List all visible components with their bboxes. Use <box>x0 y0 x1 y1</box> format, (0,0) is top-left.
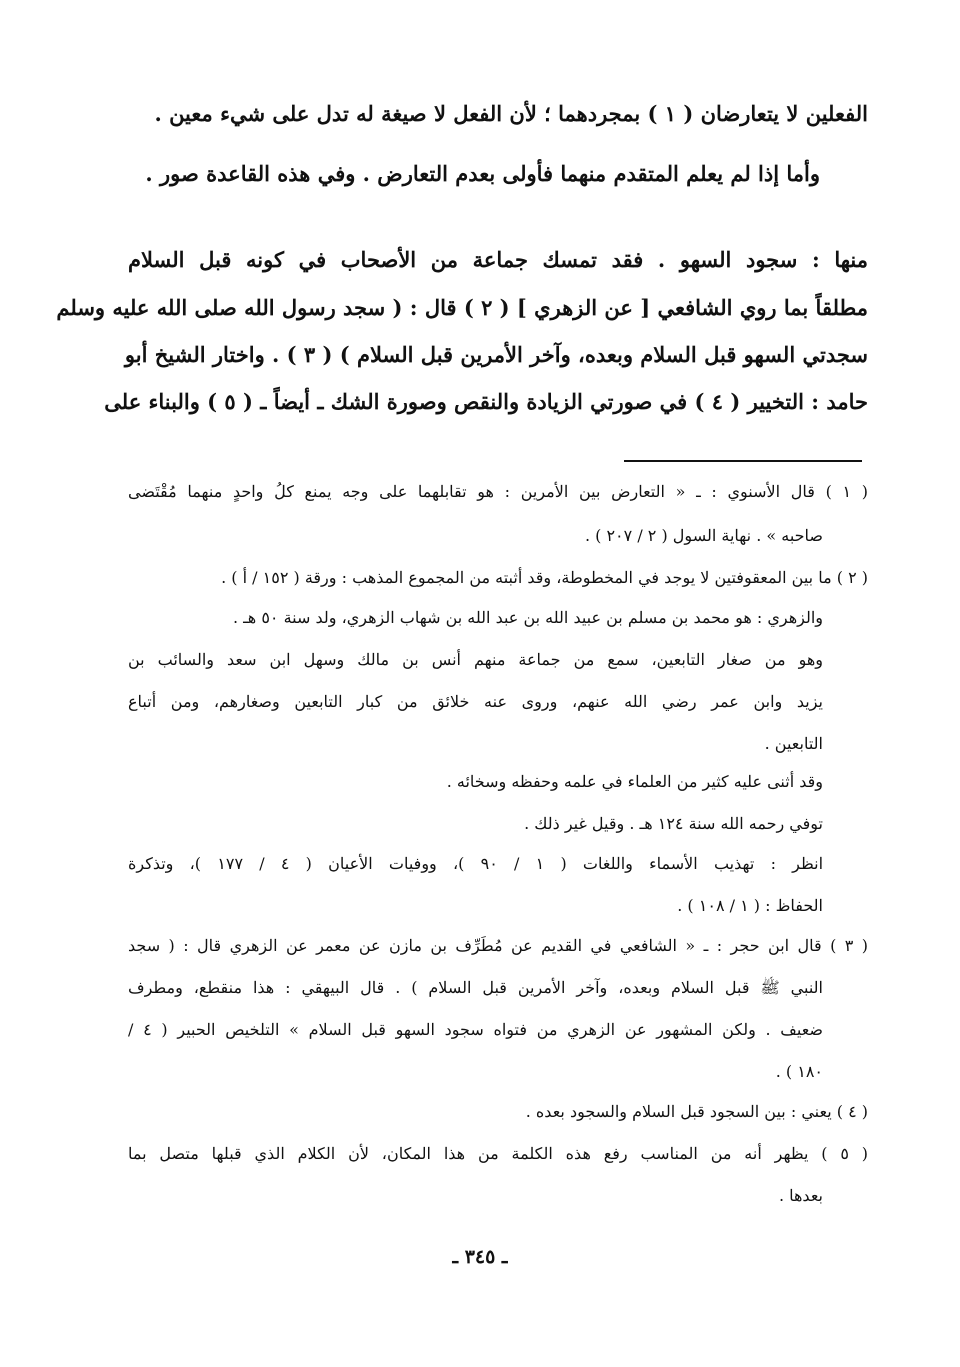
main-text-line: منها : سجود السهو . فقد تمسك جماعة من الأصحاب في كونه قبل السلام <box>128 247 868 272</box>
main-text-line: سجدتي السهو قبل السلام وبعده، وآخر الأمرين قبل السلام ) ( ٣ ) . واختار الشيخ أبو <box>124 342 868 367</box>
footnote-line: وقد أثنى عليه كثير من العلماء في علمه وحفظه وسخائه . <box>446 772 823 791</box>
footnote-line: يزيد وابن عمر رضي الله عنهم، وروى عنه خلائق من كبار التابعين وصغارهم، ومن أتباع <box>128 692 823 711</box>
footnote-line: والزهري : هو محمد بن مسلم بن عبيد الله بن عبد الله بن شهاب الزهري، ولد سنة ٥٠ هـ . <box>232 608 823 627</box>
footnote-separator-rule <box>624 460 862 462</box>
footnote-line: التابعين . <box>764 734 823 753</box>
main-text-line: مطلقاً بما روي الشافعي [ عن الزهري ] ( ٢ ) قال : ( سجد رسول الله صلى الله عليه وسلم <box>56 295 868 320</box>
footnote-line: توفي رحمه الله سنة ١٢٤ هـ . وقيل غير ذلك . <box>524 814 823 833</box>
footnote-line: النبي ﷺ قبل السلام وبعده، وآخر الأمرين قبل السلام ) . قال البيهقي : هذا منقطع، ومطرف <box>128 978 823 997</box>
footnote-line: ( ١ ) قال الأسنوي : ـ « التعارض بين الأمرين : هو تقابلهما على وجه يمنع كلُ واحدٍ منهما مُقْتَضى <box>128 482 869 501</box>
footnote-line: صاحبه » . نهاية السول ( ٢ / ٢٠٧ ) . <box>584 526 823 545</box>
main-text-line: وأما إذا لم يعلم المتقدم منهما فأولى بعدم التعارض . وفي هذه القاعدة صور . <box>145 161 820 186</box>
footnote-line: وهو من صغار التابعين، سمع من جماعة منهم أنس بن مالك وسهل ابن سعد والسائب بن <box>128 650 823 669</box>
footnote-line: الحفاظ : ( ١ / ١٠٨ ) . <box>677 896 823 915</box>
footnote-line: ( ٤ ) يعني : بين السجود قبل السلام والسجود بعده . <box>525 1102 868 1121</box>
footnote-line: ( ٣ ) قال ابن حجر : ـ « الشافعي في القديم عن مُطَرِّف بن مازن عن معمر عن الزهري قال : ( سجد <box>128 936 869 955</box>
footnote-line: انظر : تهذيب الأسماء واللغات ( ١ / ٩٠ )، ووفيات الأعيان ( ٤ / ١٧٧ )، وتذكرة <box>128 854 824 873</box>
footnote-line: ( ٢ ) ما بين المعقوفتين لا يوجد في المخطوطة، وقد أثبته من المجموع المذهب : ورقة ( ١٥٢ / أ ) . <box>221 568 868 587</box>
footnote-line: ضعيف . ولكن المشهور عن الزهري من فتواه سجود السهو قبل السلام » التلخيص الحبير ( ٤ / <box>128 1020 823 1039</box>
footnote-line: بعدها . <box>778 1186 823 1205</box>
footnote-line: ( ٥ ) يظهر أنه من المناسب رفع هذه الكلمة من هذا المكان، لأن الكلام الذي قبلها متصل بما <box>128 1144 869 1163</box>
main-text-line: الفعلين لا يتعارضان ( ١ ) بمجردهما ؛ لأن الفعل لا صيغة له تدل على شيء معين . <box>154 101 868 126</box>
page-number: ـ ٣٤٥ ـ <box>452 1246 508 1268</box>
footnote-line: ١٨٠ ) . <box>775 1062 823 1081</box>
main-text-line: حامد : التخيير ( ٤ ) في صورتي الزيادة والنقص وصورة الشك ـ أيضاً ـ ( ٥ ) والبناء على <box>104 389 868 414</box>
